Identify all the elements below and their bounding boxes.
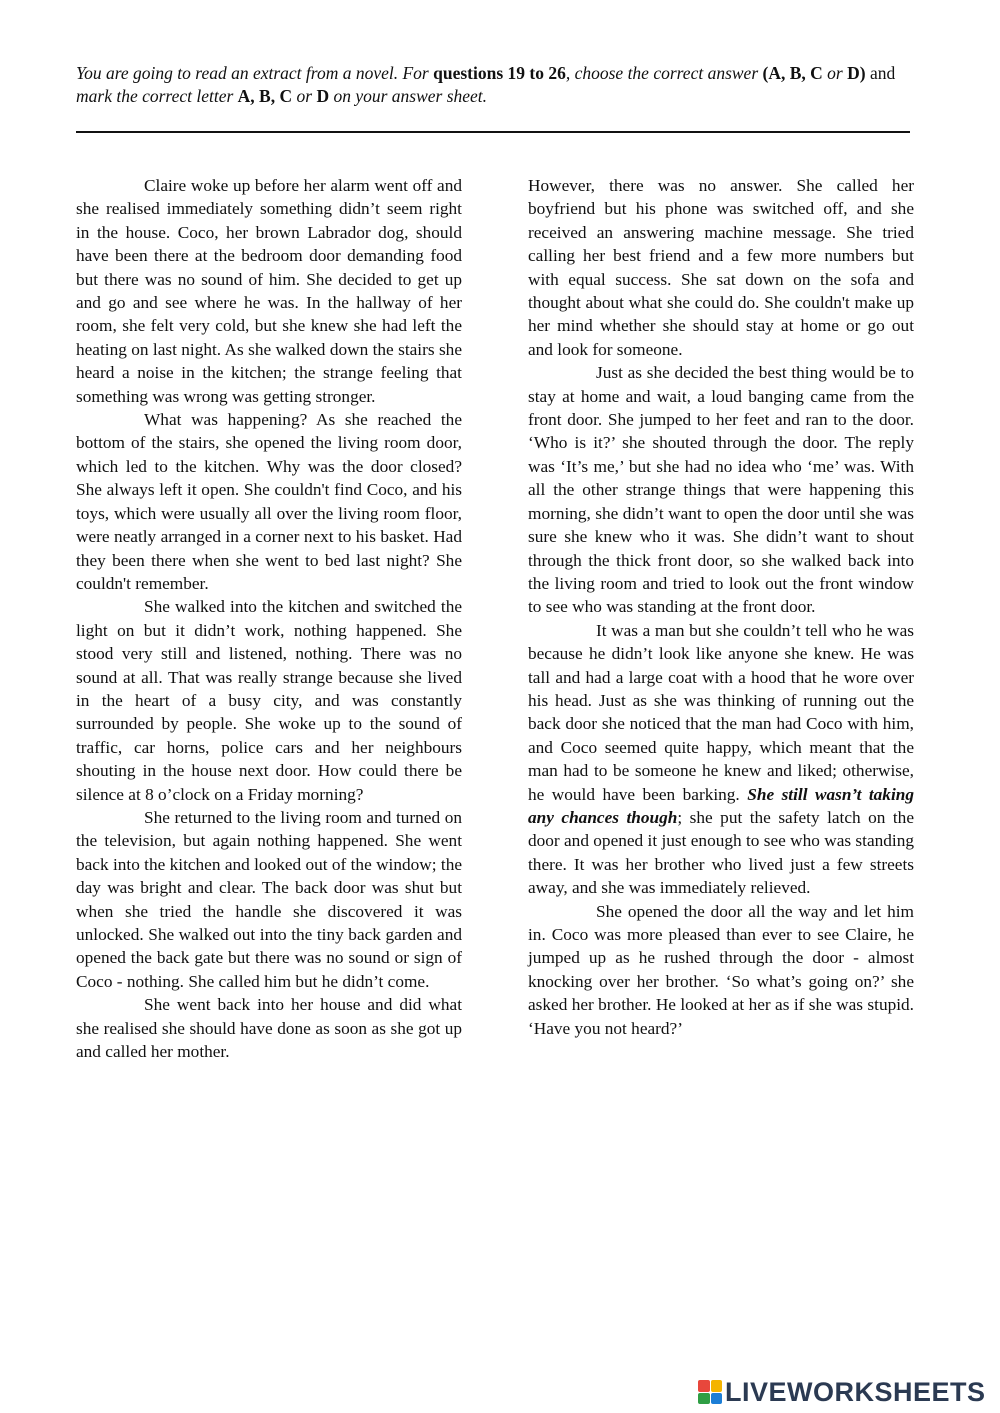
logo-square (711, 1380, 723, 1392)
instructions (76, 62, 916, 108)
answer-options: (A, B, C (762, 63, 823, 83)
instructions-part: You are going to read an extract from a novel. For (76, 63, 434, 83)
story-paragraph: She returned to the living room and turned on the television, but again nothing happened. She went back into the kitchen and looked out of the window; the day was bright and clear. The back door was shut but when she tried the handle she discovered it was unlocked. She walked out into the tiny back garden and opened the back gate but there was no sound or sign of Coco - nothing. She called him but he didn’t come. (76, 807, 462, 991)
story-paragraph: Just as she decided the best thing would be to stay at home and wait, a loud banging came from the front door. She jumped to her feet and ran to the door. ‘Who is it?’ she shouted through the door. The reply was ‘It’s me,’ but she had no idea who ‘me’ was. With all the other strange things that were happening this morning, she didn’t want to open the door until she was sure she knew who it was. She didn’t want to shout through the thick front door, so she walked back into the living room and tried to look out the front window to see who was standing at the front door. (528, 363, 914, 617)
story-paragraph: She walked into the kitchen and switched the light on but it didn’t work, nothing happened. She stood very still and listened, nothing. There was no sound at all. That was really strange because she lived in the heart of a busy city, and was constantly surrounded by people. She woke up to the sound of traffic, car horns, police cars and her neighbours shouting in the house next door. How could there be silence at 8 o’clock on a Friday morning? (76, 597, 462, 804)
story-paragraph: She opened the door all the way and let him in. Coco was more pleased than ever to see Claire, he jumped up as he rushed through the door - almost knocking over her brother. ‘So what’s going on?’ she asked her brother. He looked at her as if she was stupid. ‘Have you not heard?’ (528, 901, 914, 1038)
story-paragraph: Claire woke up before her alarm went off and she realised immediately something didn’t seem right in the house. Coco, her brown Labrador dog, should have been there at the bedroom door demanding food but there was no sound of him. She decided to get up and go and see where he was. In the hallway of her room, she felt very cold, but she knew she had left the heating on last night. As she walked down the stairs she heard a noise in the kitchen; the strange feeling that something was wrong was getting stronger. (76, 176, 462, 406)
liveworksheets-logo (698, 1376, 986, 1408)
logo-text: LIVEWORKSHEETS (725, 1376, 986, 1407)
instructions-part: , choose the correct answer (565, 63, 763, 83)
emphasized-phrase: She still wasn’t taking any chances though (528, 784, 915, 827)
story-paragraph: What was happening? As she reached the bottom of the stairs, she opened the living room door, which led to the kitchen. Why was the door closed? She always left it open. She couldn't find Coco, and his toys, which were usually all over the living room floor, were neatly arranged in a corner next to his basket. Had they been there when she went to bed last night? She couldn't remember. (76, 410, 462, 593)
story-paragraph: However, there was no answer. She called her boyfriend but his phone was switched off, and she received an answering machine message. She tried calling her best friend and a few more numbers but with equal success. She sat down on the sofa and thought about what she could do. She couldn't make up her mind whether she should stay at home or go out and look for someone. (528, 176, 914, 359)
instructions-part: mark the correct letter (76, 86, 238, 106)
instructions-part: on your answer sheet. (329, 86, 488, 106)
story-paragraph: She went back into her house and did what she realised she should have done as soon as she got up and called her mother. (76, 995, 462, 1062)
logo-square (711, 1393, 723, 1405)
answer-letters: D (316, 86, 330, 106)
answer-options: D) (847, 63, 866, 83)
story-paragraph (528, 619, 914, 900)
story-text: It was a man but she couldn’t tell who he was because he didn’t look like anyone she knew. He was tall and had a large coat with a hood that he wore over his head. Just as she was thinking of running out the back door she noticed that the man had Coco with him, and Coco seemed quite happy, which meant that the man had to be someone he knew and liked; otherwise, he would have been barking. (528, 620, 914, 804)
instructions-part: or (292, 86, 317, 106)
question-range: questions 19 to 26 (433, 63, 566, 83)
logo-square (698, 1393, 710, 1405)
story-text: ; she put the safety latch on the door and opened it just enough to see who was standing there. It was her brother who lived just a few streets away, and she was immediately relieved. (528, 807, 914, 898)
story-column-right (528, 174, 914, 1040)
instructions-part: and (865, 63, 896, 83)
divider-line (76, 131, 910, 133)
story-column-left (76, 174, 462, 1063)
answer-letters: A, B, C (237, 86, 293, 106)
instructions-part: or (822, 63, 848, 83)
logo-icon (698, 1380, 722, 1404)
logo-square (698, 1380, 710, 1392)
